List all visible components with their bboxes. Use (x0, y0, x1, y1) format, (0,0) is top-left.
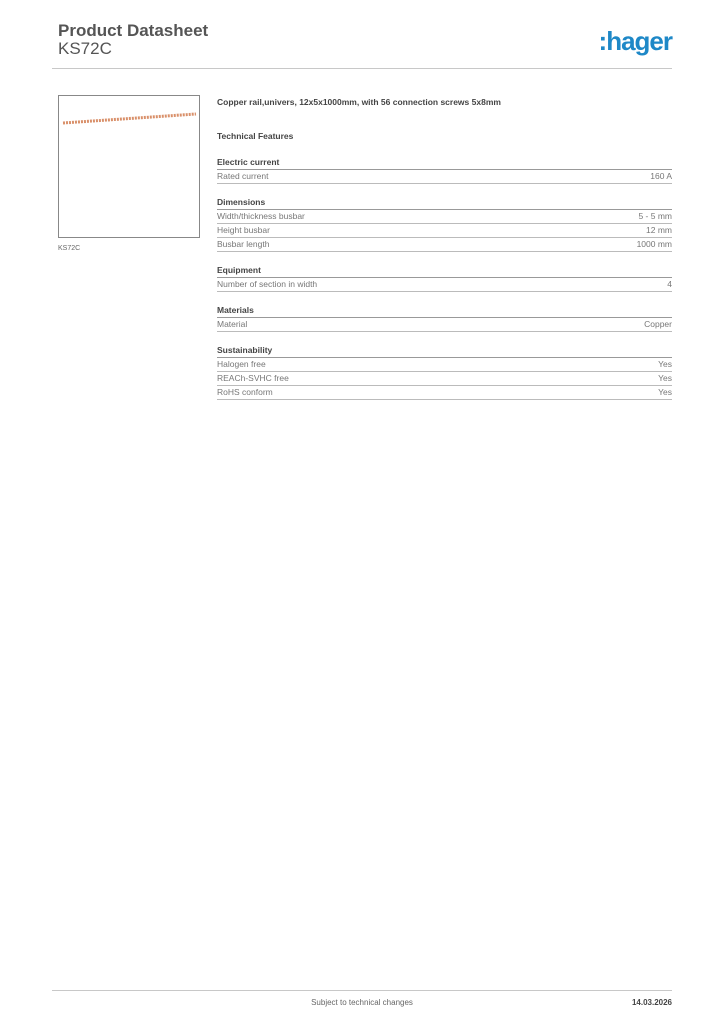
feature-row (217, 238, 672, 252)
feature-row (217, 170, 672, 184)
feature-row (217, 278, 672, 292)
features-panel (217, 95, 672, 400)
section-heading: Electric current (217, 155, 672, 170)
product-code: KS72C (58, 39, 112, 58)
section-heading: Materials (217, 303, 672, 318)
section-heading: Sustainability (217, 343, 672, 358)
feature-value: Copper (644, 319, 672, 329)
page-title: Product Datasheet (58, 21, 209, 40)
feature-row (217, 386, 672, 400)
feature-label: Busbar length (217, 239, 270, 249)
feature-value: 5 - 5 mm (638, 211, 672, 221)
feature-row (217, 318, 672, 332)
section-heading: Dimensions (217, 195, 672, 210)
feature-value: 1000 mm (636, 239, 672, 249)
feature-value: Yes (658, 387, 672, 397)
feature-value: Yes (658, 373, 672, 383)
footer-date: 14.03.2026 (631, 998, 672, 1007)
header-divider (52, 68, 672, 69)
feature-section (217, 303, 672, 332)
feature-label: Halogen free (217, 359, 266, 369)
feature-section (217, 195, 672, 252)
image-caption: KS72C (58, 245, 81, 252)
feature-label: Material (217, 319, 248, 329)
feature-value: 4 (667, 279, 672, 289)
feature-label: Width/thickness busbar (217, 211, 305, 221)
feature-section (217, 343, 672, 400)
product-description: Copper rail,univers, 12x5x1000mm, with 56 connection screws 5x8mm (217, 97, 501, 107)
footer-divider (52, 990, 672, 991)
features-title: Technical Features (217, 131, 294, 141)
feature-section (217, 155, 672, 184)
feature-label: RoHS conform (217, 387, 273, 397)
product-image (58, 95, 200, 238)
hager-logo: :hager (598, 26, 672, 56)
feature-section (217, 263, 672, 292)
feature-value: Yes (658, 359, 672, 369)
feature-row (217, 372, 672, 386)
feature-row (217, 358, 672, 372)
feature-value: 160 A (650, 171, 672, 181)
feature-label: Height busbar (217, 225, 270, 235)
feature-value: 12 mm (646, 225, 672, 235)
feature-label: Rated current (217, 171, 269, 181)
feature-label: REACh-SVHC free (217, 373, 289, 383)
feature-label: Number of section in width (217, 279, 318, 289)
section-heading: Equipment (217, 263, 672, 278)
copper-rail-image (59, 96, 199, 237)
feature-row (217, 210, 672, 224)
footer-note: Subject to technical changes (311, 998, 413, 1007)
feature-row (217, 224, 672, 238)
